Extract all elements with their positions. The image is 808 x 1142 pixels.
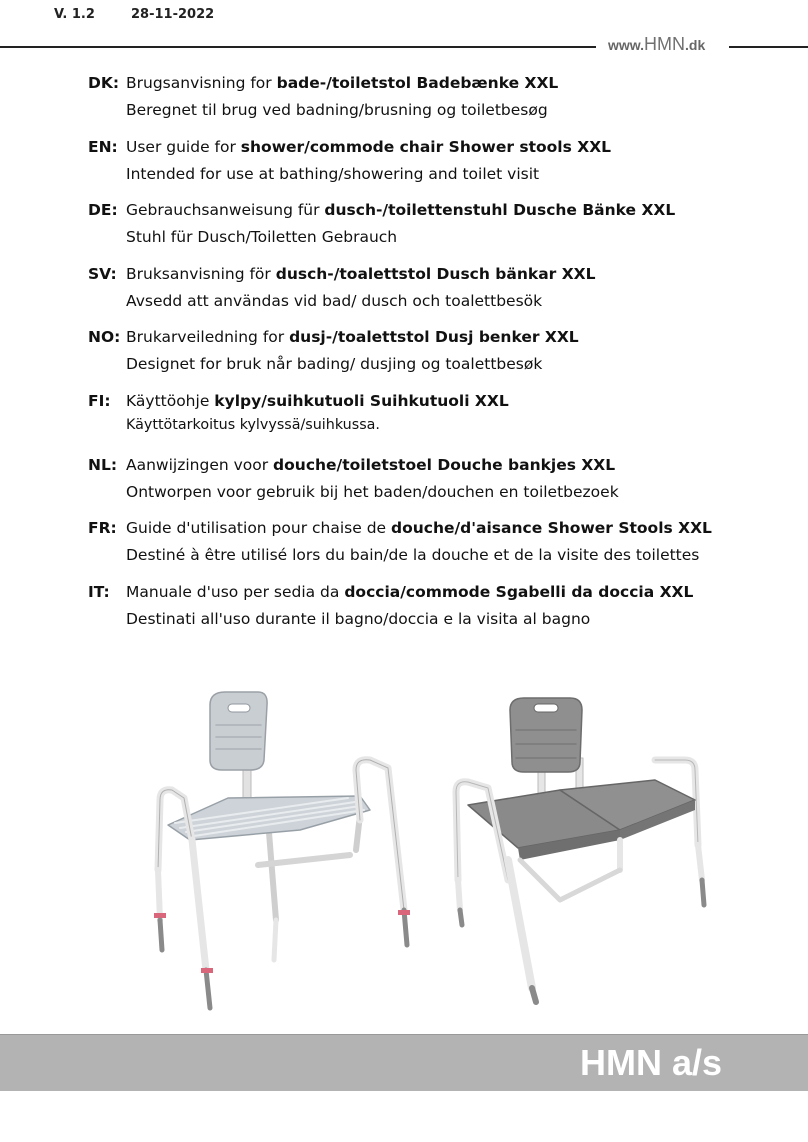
slatted-shower-chair-image [154, 692, 410, 1008]
lang-title: Brukarveiledning for dusj-/toalettstol Dusj benker XXL [126, 328, 579, 347]
lang-subtitle: Avsedd att användas vid bad/ dusch och toalettbesök [126, 291, 543, 310]
lang-subtitle: Stuhl für Dusch/Toiletten Gebrauch [126, 228, 398, 247]
document-version: V. 1.2 [54, 7, 95, 22]
product-photo [150, 670, 710, 1020]
lang-entry-nl [88, 456, 798, 520]
lang-entry-sv [88, 265, 798, 329]
lang-subtitle: Käyttötarkoitus kylvyssä/suihkussa. [126, 416, 380, 433]
lang-title: Aanwijzingen voor douche/toiletstoel Douche bankjes XXL [126, 455, 616, 474]
padded-transfer-bench-image [456, 698, 704, 1002]
footer-bar [0, 1034, 808, 1091]
lang-title: Brugsanvisning for bade-/toiletstol Badebænke XXL [126, 74, 559, 92]
lang-title: User guide for shower/commode chair Shower stools XXL [126, 137, 612, 156]
lang-entry-de [88, 201, 798, 265]
lang-code: SV: [88, 264, 117, 283]
lang-entry-fr [88, 519, 798, 583]
lang-code: NL: [88, 455, 118, 474]
lang-code: FI: [88, 391, 111, 410]
header-rule-left [0, 46, 596, 48]
lang-subtitle: Intended for use at bathing/showering and toilet visit [126, 164, 540, 183]
lang-subtitle: Designet for bruk når bading/ dusjing og toalettbesøk [126, 355, 543, 374]
lang-title: Manuale d'uso per sedia da doccia/commode Sgabelli da doccia XXL [126, 582, 694, 601]
lang-entry-it [88, 583, 798, 647]
lang-entry-fi [88, 392, 798, 456]
lang-code: DK: [88, 74, 120, 92]
lang-code: EN: [88, 137, 118, 156]
lang-title: Gebrauchsanweisung für dusch-/toilettenstuhl Dusche Bänke XXL [126, 201, 676, 220]
lang-code: IT: [88, 582, 110, 601]
lang-subtitle: Destinati all'uso durante il bagno/doccia e la visita al bagno [126, 609, 591, 628]
lang-title: Bruksanvisning för dusch-/toalettstol Dusch bänkar XXL [126, 264, 596, 283]
lang-subtitle: Destiné à être utilisé lors du bain/de la douche et de la visite des toilettes [126, 546, 700, 565]
lang-entry-no [88, 328, 798, 392]
lang-entry-dk [88, 74, 798, 138]
lang-entry-en [88, 138, 798, 202]
lang-code: DE: [88, 201, 118, 220]
website-link[interactable]: www.HMN.dk [608, 34, 706, 54]
lang-subtitle: Beregnet til brug ved badning/brusning og toiletbesøg [126, 101, 548, 119]
lang-subtitle: Ontworpen voor gebruik bij het baden/douchen en toiletbezoek [126, 482, 619, 501]
company-name: HMN a/s [579, 1042, 722, 1083]
document-date: 28-11-2022 [131, 7, 215, 22]
lang-code: FR: [88, 519, 117, 538]
lang-title: Käyttöohje kylpy/suihkutuoli Suihkutuoli XXL [126, 391, 509, 410]
header-rule-right [729, 46, 808, 48]
language-list [88, 74, 798, 646]
lang-code: NO: [88, 328, 121, 347]
lang-title: Guide d'utilisation pour chaise de douche/d'aisance Shower Stools XXL [126, 519, 712, 538]
